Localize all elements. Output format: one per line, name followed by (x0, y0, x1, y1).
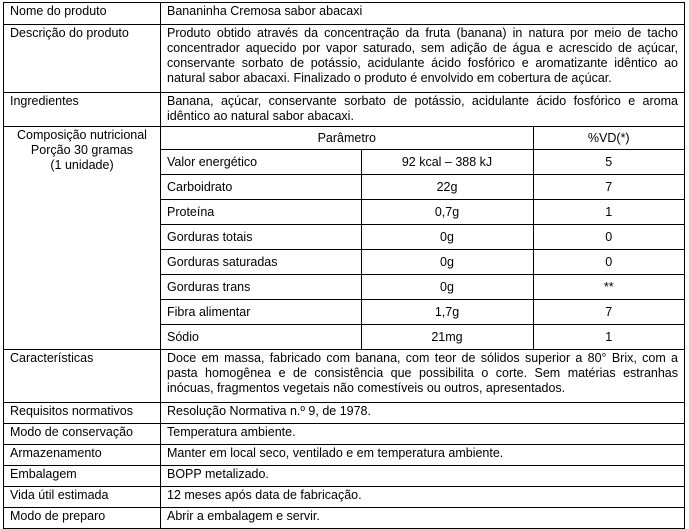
nutrition-table (161, 127, 684, 349)
nutrient-amount: 0g (361, 250, 533, 275)
value-preparo: Abrir a embalagem e servir. (161, 508, 685, 529)
nutrition-row (161, 250, 684, 275)
nutrient-name: Proteína (161, 200, 361, 225)
header-parametro: Parâmetro (161, 127, 533, 150)
label-ingredientes: Ingredientes (4, 93, 161, 127)
nutrient-name: Fibra alimentar (161, 300, 361, 325)
nutrient-name: Carboidrato (161, 175, 361, 200)
row-requisitos (4, 403, 685, 424)
value-requisitos: Resolução Normativa n.º 9, de 1978. (161, 403, 685, 424)
nutrition-cell (161, 127, 685, 350)
label-caracteristicas: Características (4, 350, 161, 403)
nutrition-row (161, 225, 684, 250)
row-embalagem (4, 466, 685, 487)
label-validade: Vida útil estimada (4, 487, 161, 508)
product-spec-table (3, 2, 685, 529)
nutrient-amount: 1,7g (361, 300, 533, 325)
value-embalagem: BOPP metalizado. (161, 466, 685, 487)
row-descricao (4, 25, 685, 93)
composicao-line3: (1 unidade) (50, 158, 114, 172)
row-ingredientes (4, 93, 685, 127)
nutrient-vd: 1 (533, 200, 684, 225)
nutrient-vd: 0 (533, 225, 684, 250)
nutrient-vd: 7 (533, 300, 684, 325)
nutrition-row (161, 175, 684, 200)
nutrient-amount: 22g (361, 175, 533, 200)
value-caracteristicas: Doce em massa, fabricado com banana, com teor de sólidos superior a 80° Brix, com a pasta homogênea e de consistência que possibilita o corte. Sem matérias estranhas inócuas, fragmentos vegetais não comestíveis ou outros, apresentados. (161, 350, 685, 403)
row-nome (4, 3, 685, 25)
nutrient-name: Sódio (161, 325, 361, 350)
nutrient-name: Gorduras totais (161, 225, 361, 250)
label-embalagem: Embalagem (4, 466, 161, 487)
nutrition-row (161, 275, 684, 300)
label-requisitos: Requisitos normativos (4, 403, 161, 424)
label-composicao (4, 127, 161, 350)
nutrient-vd: ** (533, 275, 684, 300)
nutrient-amount: 92 kcal – 388 kJ (361, 150, 533, 175)
nutrition-row (161, 150, 684, 175)
row-conservacao (4, 424, 685, 445)
value-validade: 12 meses após data de fabricação. (161, 487, 685, 508)
nutrient-amount: 0,7g (361, 200, 533, 225)
value-descricao: Produto obtido através da concentração da fruta (banana) in natura por meio de tacho concentrador aquecido por vapor saturado, sem adição de água e acrescido de açúcar, conservante sorbato de potássio, acidulante ácido fosfórico e aromatizante idêntico ao natural sabor abacaxi. Finalizado o produto é envolvido em cobertura de açúcar. (161, 25, 685, 93)
nutrition-header-row (161, 127, 684, 150)
nutrient-amount: 0g (361, 225, 533, 250)
row-armazenamento (4, 445, 685, 466)
nutrient-amount: 0g (361, 275, 533, 300)
row-caracteristicas (4, 350, 685, 403)
composicao-line2: Porção 30 gramas (30, 143, 134, 157)
row-preparo (4, 508, 685, 529)
nutrition-row (161, 300, 684, 325)
header-vd: %VD(*) (533, 127, 684, 150)
label-conservacao: Modo de conservação (4, 424, 161, 445)
nutrient-vd: 0 (533, 250, 684, 275)
value-ingredientes: Banana, açúcar, conservante sorbato de potássio, acidulante ácido fosfórico e aroma idêntico ao natural sabor abacaxi. (161, 93, 685, 127)
value-conservacao: Temperatura ambiente. (161, 424, 685, 445)
value-nome: Bananinha Cremosa sabor abacaxi (161, 3, 685, 25)
label-nome: Nome do produto (4, 3, 161, 25)
label-armazenamento: Armazenamento (4, 445, 161, 466)
nutrient-vd: 5 (533, 150, 684, 175)
value-armazenamento: Manter em local seco, ventilado e em temperatura ambiente. (161, 445, 685, 466)
nutrient-vd: 7 (533, 175, 684, 200)
nutrient-name: Gorduras saturadas (161, 250, 361, 275)
nutrition-row (161, 200, 684, 225)
row-validade (4, 487, 685, 508)
label-preparo: Modo de preparo (4, 508, 161, 529)
nutrient-amount: 21mg (361, 325, 533, 350)
label-descricao: Descrição do produto (4, 25, 161, 93)
composicao-line1: Composição nutricional (17, 128, 147, 142)
nutrition-row (161, 325, 684, 350)
nutrient-vd: 1 (533, 325, 684, 350)
row-composicao (4, 127, 685, 350)
nutrient-name: Gorduras trans (161, 275, 361, 300)
nutrient-name: Valor energético (161, 150, 361, 175)
